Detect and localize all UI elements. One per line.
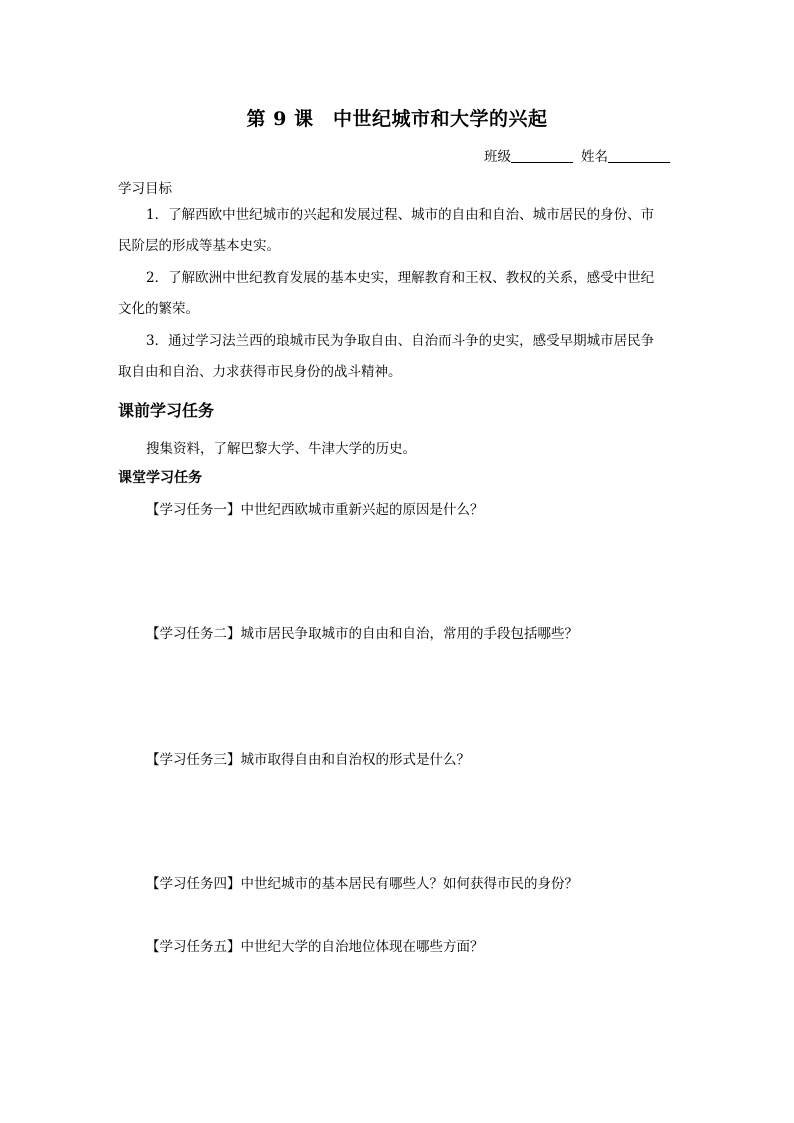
task-1: 【学习任务一】中世纪西欧城市重新兴起的原因是什么？: [146, 502, 484, 518]
task-2: 【学习任务二】城市居民争取城市的自由和自治，常用的手段包括哪些？: [146, 626, 578, 642]
in-class-heading: 课堂学习任务: [118, 470, 202, 486]
class-name-line: [484, 145, 670, 165]
task-5: 【学习任务五】中世纪大学的自治地位体现在哪些方面？: [146, 939, 484, 955]
objective-3-line-1: 3．通过学习法兰西的琅城市民为争取自由、自治而斗争的史实，感受早期城市居民争: [146, 333, 655, 349]
objective-1-line-1: 1．了解西欧中世纪城市的兴起和发展过程、城市的自由和自治、城市居民的身份、市: [146, 207, 655, 223]
name-label: 姓名: [581, 149, 608, 165]
objectives-heading: 学习目标: [118, 181, 172, 197]
objective-1-line-2: 民阶层的形成等基本史实。: [118, 238, 280, 254]
objective-item-1: [118, 200, 678, 262]
class-blank[interactable]: [511, 148, 573, 163]
objective-2-line-1: 2．了解欧洲中世纪教育发展的基本史实，理解教育和王权、教权的关系，感受中世纪: [146, 270, 655, 286]
task-3: 【学习任务三】城市取得自由和自治权的形式是什么？: [146, 752, 470, 768]
objective-item-3: [118, 326, 678, 388]
pre-class-text: 搜集资料，了解巴黎大学、牛津大学的历史。: [146, 441, 416, 457]
task-4: 【学习任务四】中世纪城市的基本居民有哪些人？如何获得市民的身份？: [146, 876, 578, 892]
objective-item-2: [118, 263, 678, 325]
name-blank[interactable]: [608, 148, 670, 163]
objective-3-line-2: 取自由和自治、力求获得市民身份的战斗精神。: [118, 364, 402, 380]
class-label: 班级: [484, 149, 511, 165]
pre-class-heading: 课前学习任务: [118, 401, 215, 420]
objective-2-line-2: 文化的繁荣。: [118, 301, 199, 317]
page-title: 第 9 课 中世纪城市和大学的兴起: [246, 108, 548, 130]
